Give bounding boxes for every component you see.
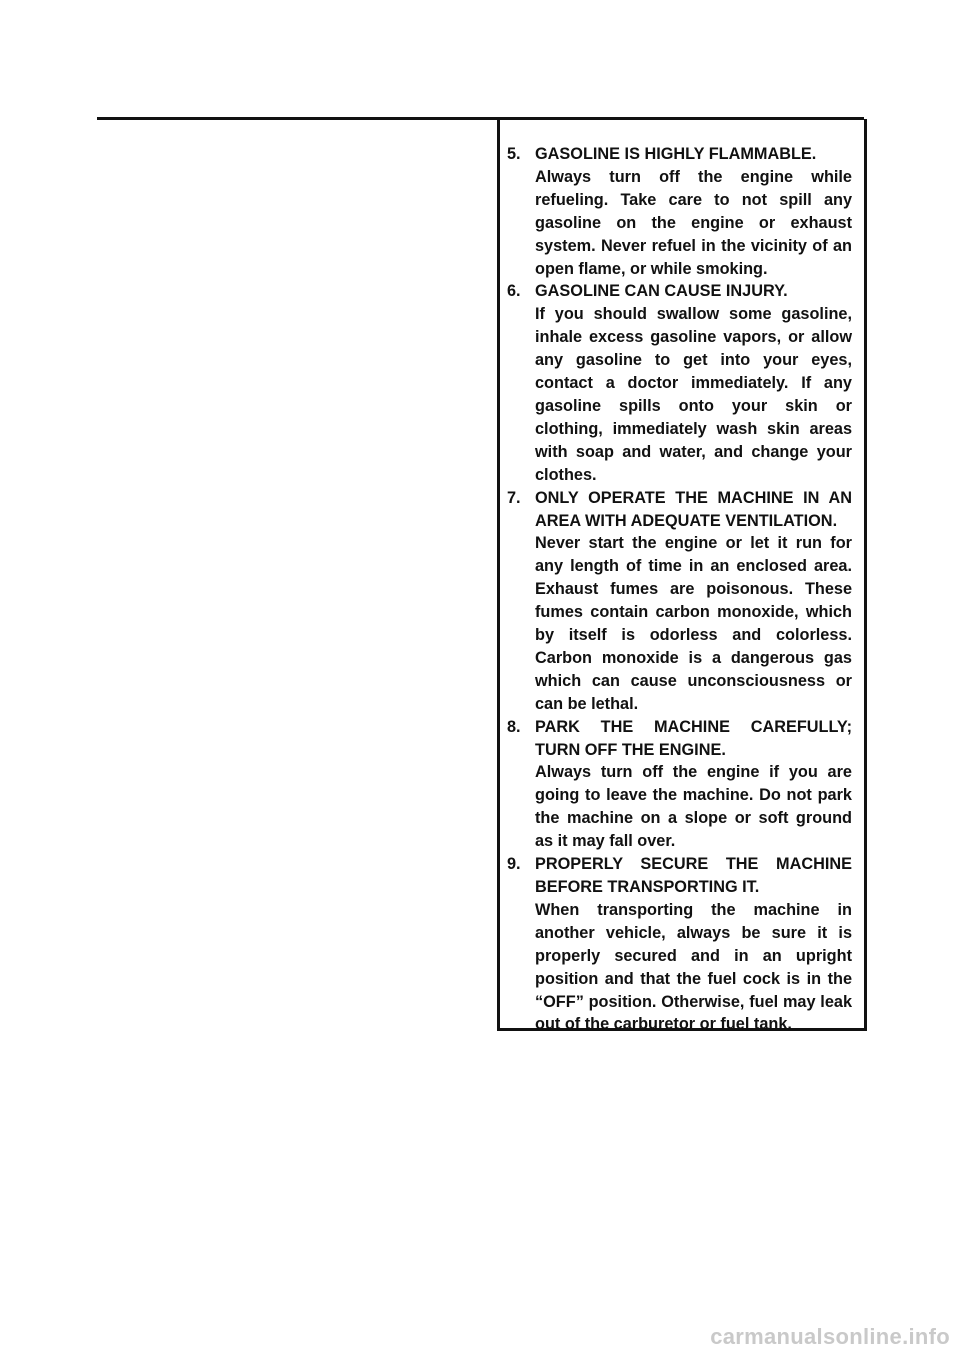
item-heading: ONLY OPERATE THE MACHINE IN AN AREA WITH ADEQUATE VENTILATION. <box>535 488 852 530</box>
item-body: Never start the engine or let it run for any length of time in an enclosed area. Exhaust fumes are poisonous. These fumes contain carbon monoxide, which by itself is odorless and colorless. Carbon monoxide is a dangerous gas which can cause unconsciousness or can be lethal. <box>535 534 852 713</box>
warning-item-6 <box>507 280 852 486</box>
item-heading: PROPERLY SECURE THE MACHINE BEFORE TRANSPORTING IT. <box>535 855 852 896</box>
watermark: carmanualsonline.info <box>710 1324 950 1349</box>
item-heading: GASOLINE IS HIGHLY FLAMMABLE. <box>535 145 817 163</box>
warning-item-5 <box>507 143 852 280</box>
item-number: 9. <box>507 855 521 874</box>
item-number: 8. <box>507 717 521 736</box>
item-body: Always turn off the engine if you are going to leave the machine. Do not park the machine on a slope or soft ground as it may fall over. <box>535 763 852 851</box>
item-body: Always turn off the engine while refueling. Take care to not spill any gasoline on the engine or exhaust system. Never refuel in the vicinity of an open flame, or while smoking. <box>535 167 852 278</box>
item-number: 7. <box>507 488 521 507</box>
item-number: 6. <box>507 282 521 301</box>
item-body: When transporting the machine in another vehicle, always be sure it is properly secured and in an upright position and that the fuel cock is in the “OFF” position. Otherwise, fuel may leak out of the carburetor or fuel tank. <box>535 900 852 1034</box>
item-heading: GASOLINE CAN CAUSE INJURY. <box>535 282 788 301</box>
item-number: 5. <box>507 145 521 163</box>
warning-item-7 <box>507 487 852 716</box>
safety-warning-list <box>507 143 852 1036</box>
warning-item-9 <box>507 853 852 1036</box>
item-body: If you should swallow some gasoline, inhale excess gasoline vapors, or allow any gasoline to get into your eyes, contact a doctor immediately. If any gasoline spills onto your skin or clothing, immediately wash skin areas with soap and water, and change your clothes. <box>535 305 852 484</box>
warning-item-8 <box>507 716 852 853</box>
item-heading: PARK THE MACHINE CAREFULLY; TURN OFF THE ENGINE. <box>535 717 852 759</box>
